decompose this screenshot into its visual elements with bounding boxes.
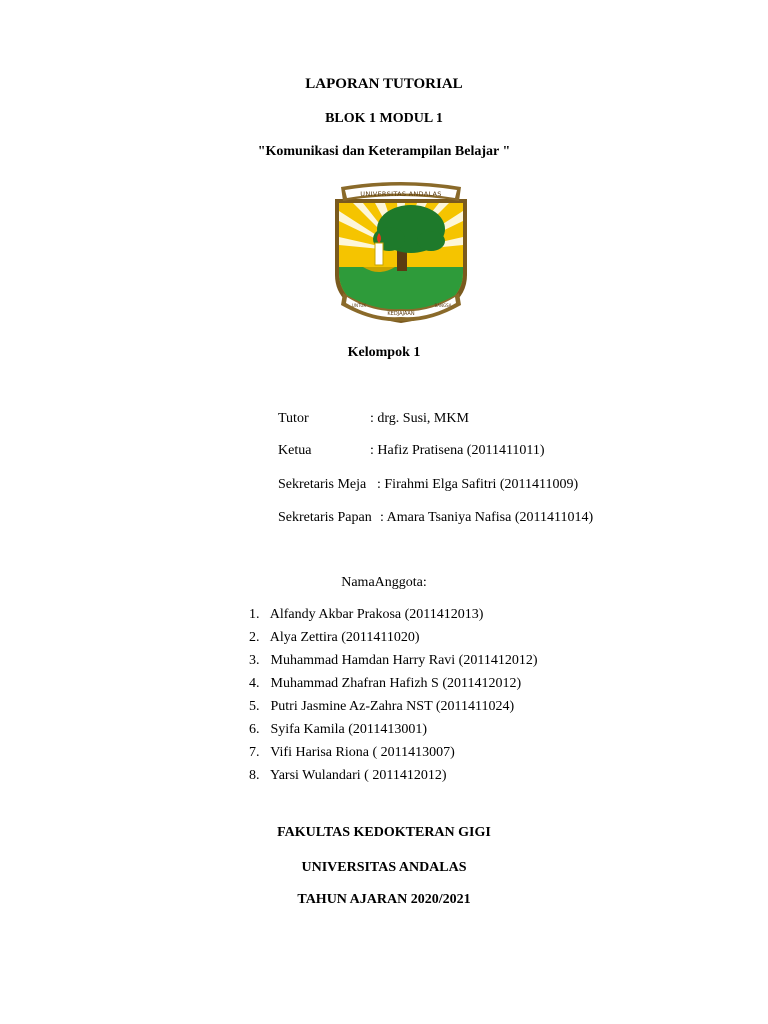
officer-label: Tutor [278,411,309,426]
block-module: BLOK 1 MODUL 1 [325,111,443,126]
officer-row-chair [278,443,545,459]
member-name: Muhammad Hamdan Harry Ravi (2011412012) [270,653,538,668]
group-label: Kelompok 1 [347,345,421,360]
member-name: Putri Jasmine Az-Zahra NST (2011411024) [270,699,515,714]
list-item [249,745,455,761]
list-number: 2. [249,630,260,645]
member-name: Syifa Kamila (2011413001) [270,722,428,737]
list-item [249,676,521,692]
logo-top-text: UNIVERSITAS ANDALAS [360,190,442,198]
university-name: UNIVERSITAS ANDALAS [301,860,467,875]
officer-label: Ketua [278,443,312,458]
officer-value: : Amara Tsaniya Nafisa (2011411014) [380,510,594,525]
list-number: 1. [249,607,260,622]
officer-row-desk-secretary [278,477,579,493]
list-item [249,607,483,623]
members-heading: NamaAnggota: [341,575,427,590]
list-item [249,630,420,646]
officer-row-tutor [278,411,469,427]
officer-label: Sekretaris Meja [278,477,367,492]
list-number: 4. [249,676,260,691]
report-title: LAPORAN TUTORIAL [305,76,463,92]
report-topic: "Komunikasi dan Keterampilan Belajar " [257,144,511,159]
academic-year: TAHUN AJARAN 2020/2021 [297,892,471,907]
member-name: Alya Zettira (2011411020) [269,630,420,645]
member-name: Yarsi Wulandari ( 2011412012) [269,768,447,783]
member-name: Alfandy Akbar Prakosa (2011412013) [269,607,484,622]
list-item [249,699,514,715]
list-number: 8. [249,768,260,783]
logo-ribbon-right: BANGSA [434,303,452,308]
officer-value: : drg. Susi, MKM [370,411,469,426]
faculty-name: FAKULTAS KEDOKTERAN GIGI [277,825,491,840]
member-name: Vifi Harisa Riona ( 2011413007) [270,745,455,760]
officer-value: : Hafiz Pratisena (2011411011) [370,443,545,458]
officer-label: Sekretaris Papan [278,510,372,525]
university-emblem-icon [333,181,469,327]
officer-value: : Firahmi Elga Safitri (2011411009) [377,477,579,492]
list-item [249,768,446,784]
university-logo [333,181,469,327]
list-number: 3. [249,653,260,668]
list-item [249,722,427,738]
list-number: 6. [249,722,260,737]
logo-ribbon-left: UNTUK [352,303,366,308]
list-number: 5. [249,699,260,714]
officer-row-board-secretary [278,510,594,526]
list-number: 7. [249,745,260,760]
member-name: Muhammad Zhafran Hafizh S (2011412012) [270,676,522,691]
list-item [249,653,537,669]
logo-ribbon-text: KEDJAJAAN [387,311,415,317]
